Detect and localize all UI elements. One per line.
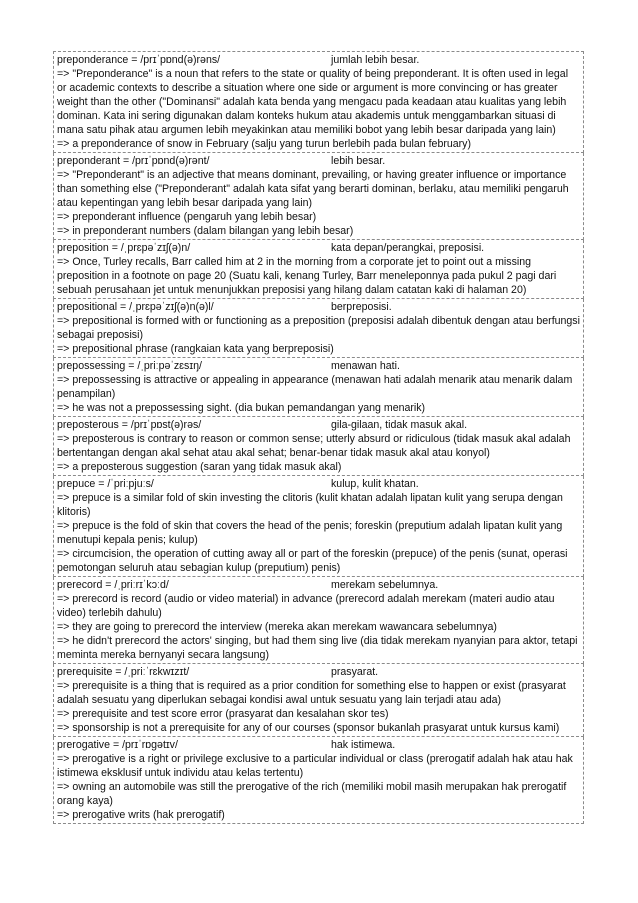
entry-line: => preponderant influence (pengaruh yang lebih besar) [57,211,317,223]
entry-prerogative [53,737,584,824]
entry-term: prepositional = /ˌprɛpəˈzɪʃ(ə)n(ə)l/ [57,301,214,313]
entry-preponderant [53,153,584,240]
entry-prerecord [53,577,584,664]
entry-preposition [53,240,584,299]
entry-term: prepossessing = /ˌpriːpəˈzɛsɪŋ/ [57,360,202,372]
entry-line: => "Preponderance" is a noun that refers to the state or quality of being preponderant. It is often used in legal or academic contexts to describe a situation where one side or argument is more convincing or has greater weight than the other ("Dominansi" adalah kata benda yang mengacu pada keadaan atau kualitas yang lebih dominan. Kata ini sering digunakan dalam konteks hukum atau akademis untuk menggambarkan situasi di mana satu pihak atau argumen lebih meyakinkan atau memiliki bobot yang lebih besar daripada yang lain) [57,68,569,136]
entry-heading [57,418,580,432]
entry-line: => prepuce is a similar fold of skin investing the clitoris (kulit khatan adalah lipatan kulit yang serupa dengan klitoris) [57,492,563,518]
entry-term: prerecord = /ˌpriːrɪˈkɔːd/ [57,579,169,591]
entry-term: preponderance = /prɪˈpɒnd(ə)rəns/ [57,54,221,66]
entry-preposterous [53,417,584,476]
entry-line: => Once, Turley recalls, Barr called him at 2 in the morning from a corporate jet to point out a missing preposition in a footnote on page 20 (Suatu kali, kenang Turley, Barr meneleponnya pada pukul 2 pagi dari sebuah perusahaan jet untuk menunjukkan preposisi yang hilang dalam catatan kaki di halaman 20) [57,256,557,296]
entry-gloss: prasyarat. [331,666,379,678]
entry-term: prerequisite = /ˌpriːˈrɛkwɪzɪt/ [57,666,190,678]
entry-gloss: hak istimewa. [331,739,396,751]
entry-line: => prerogative is a right or privilege exclusive to a particular individual or class (prerogatif adalah hak atau hak istimewa eksklusif untuk individu atau kelas tertentu) [57,753,573,779]
entry-line: => prepositional is formed with or functioning as a preposition (preposisi adalah dibentuk dengan atau berfungsi sebagai preposisi) [57,315,580,341]
entry-line: => prerecord is record (audio or video material) in advance (prerecord adalah merekam (materi audio atau video) terlebih dahulu) [57,593,555,619]
entry-line: => he was not a prepossessing sight. (dia bukan pemandangan yang menarik) [57,402,426,414]
entry-heading [57,154,580,168]
entry-heading [57,300,580,314]
entry-term: preponderant = /prɪˈpɒnd(ə)rənt/ [57,155,210,167]
entry-line: => prepuce is the fold of skin that covers the head of the penis; foreskin (preputium adalah lipatan kulit yang menutupi kepala penis; kulup) [57,520,563,546]
dictionary-page [53,51,584,824]
entry-term: preposterous = /prɪˈpɒst(ə)rəs/ [57,419,202,431]
entry-line: => preposterous is contrary to reason or common sense; utterly absurd or ridiculous (tidak masuk akal adalah bertentangan dengan akal sehat atau akal sehat; benar-benar tidak masuk akal atau konyol) [57,433,571,459]
entry-heading [57,665,580,679]
entry-gloss: kulup, kulit khatan. [331,478,419,490]
entry-heading [57,738,580,752]
entry-prepossessing [53,358,584,417]
entry-gloss: merekam sebelumnya. [331,579,439,591]
entry-term: prerogative = /prɪˈrɒgətɪv/ [57,739,178,751]
entry-line: => prepossessing is attractive or appealing in appearance (menawan hati adalah menarik atau menarik dalam penampilan) [57,374,573,400]
entry-heading [57,578,580,592]
entry-gloss: gila-gilaan, tidak masuk akal. [331,419,468,431]
entry-heading [57,241,580,255]
entry-line: => prerequisite is a thing that is required as a prior condition for something else to happen or exist (prasyarat adalah sesuatu yang diperlukan sebagai kondisi awal untuk sesuatu yang lain terjadi atau ada) [57,680,566,706]
entry-line: => a preponderance of snow in February (salju yang turun berlebih pada bulan february) [57,138,472,150]
entry-line: => in preponderant numbers (dalam bilangan yang lebih besar) [57,225,354,237]
entry-gloss: lebih besar. [331,155,386,167]
entry-gloss: kata depan/perangkai, preposisi. [331,242,485,254]
entry-line: => sponsorship is not a prerequisite for any of our courses (sponsor bukanlah prasyarat untuk kursus kami) [57,722,560,734]
entry-line: => a preposterous suggestion (saran yang tidak masuk akal) [57,461,342,473]
entry-line: => owning an automobile was still the prerogative of the rich (memiliki mobil masih merupakan hak prerogatif orang kaya) [57,781,567,807]
entry-gloss: jumlah lebih besar. [331,54,420,66]
entry-heading [57,477,580,491]
entry-line: => "Preponderant" is an adjective that means dominant, prevailing, or having greater influence or importance than something else ("Preponderant" adalah kata sifat yang berarti dominan, berlaku, atau memiliki pengaruh atau kepentingan yang lebih besar daripada yang lain) [57,169,569,209]
entry-line: => prerogative writs (hak prerogatif) [57,809,225,821]
entry-line: => circumcision, the operation of cutting away all or part of the foreskin (prepuce) of the penis (sunat, operasi pemotongan seluruh atau sebagian kulup (preputium) penis) [57,548,568,574]
entry-gloss: berpreposisi. [331,301,392,313]
entry-heading [57,53,580,67]
entry-line: => they are going to prerecord the interview (mereka akan merekam wawancara sebelumnya) [57,621,497,633]
entry-gloss: menawan hati. [331,360,400,372]
entry-line: => he didn't prerecord the actors' singing, but had them sing live (dia tidak merekam nyanyian para aktor, tetapi meminta mereka bernyanyi secara langsung) [57,635,578,661]
entry-line: => prepositional phrase (rangkaian kata yang berpreposisi) [57,343,334,355]
entry-line: => prerequisite and test score error (prasyarat dan kesalahan skor tes) [57,708,389,720]
entry-preponderance [53,51,584,153]
entry-term: preposition = /ˌprɛpəˈzɪʃ(ə)n/ [57,242,191,254]
entry-prepositional [53,299,584,358]
entry-prerequisite [53,664,584,737]
entry-prepuce [53,476,584,577]
entry-heading [57,359,580,373]
entry-term: prepuce = /ˈpriːpjuːs/ [57,478,154,490]
